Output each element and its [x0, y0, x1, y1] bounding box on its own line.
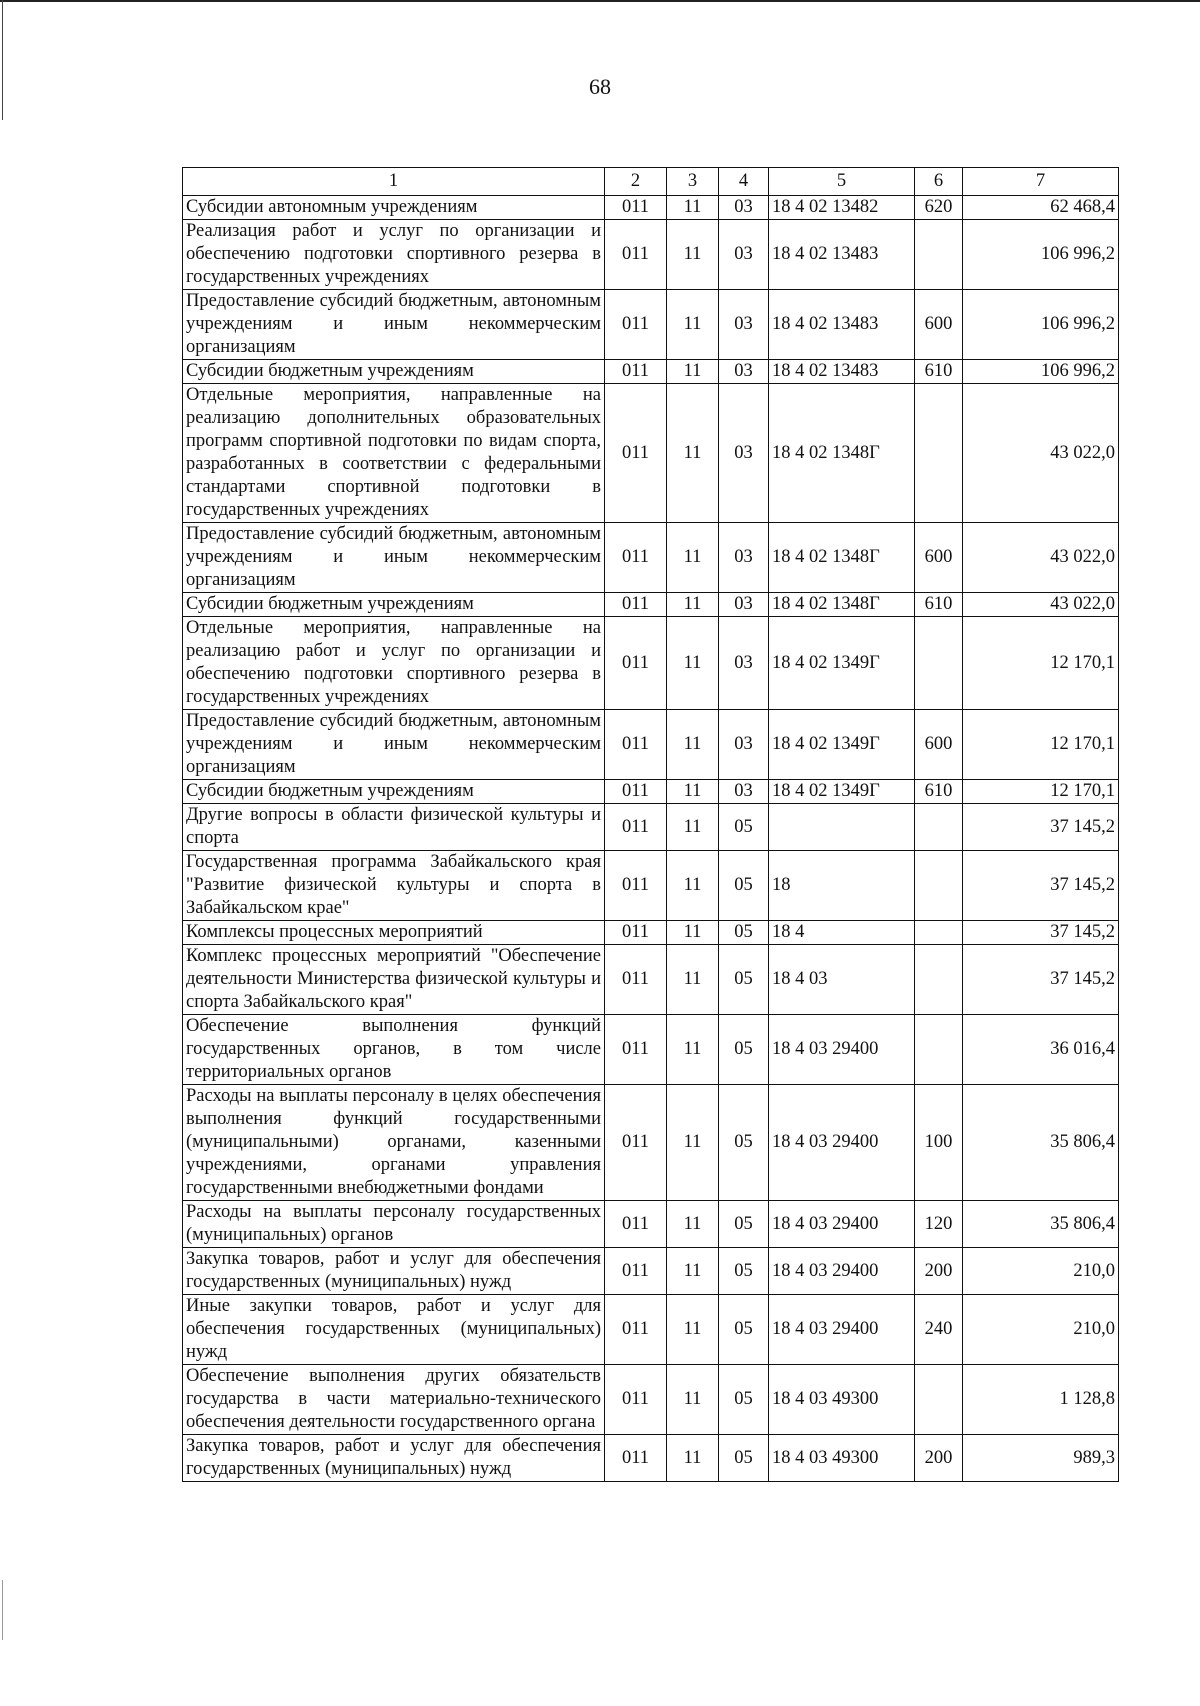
row-expense-type-cell: [915, 617, 963, 710]
row-admin-code-cell: 011: [605, 710, 667, 780]
row-expense-type-cell: 600: [915, 523, 963, 593]
scan-left-edge: [2, 0, 3, 120]
row-name-cell: Субсидии бюджетным учреждениям: [183, 780, 605, 804]
row-subsection-cell: 03: [719, 780, 769, 804]
header-cell-3: 3: [667, 168, 719, 196]
row-section-cell: 11: [667, 1435, 719, 1482]
row-name-cell: Другие вопросы в области физической культуры и спорта: [183, 804, 605, 851]
row-admin-code-cell: 011: [605, 384, 667, 523]
row-amount-cell: 210,0: [963, 1248, 1119, 1295]
table-row: [183, 921, 1119, 945]
row-expense-type-cell: 620: [915, 196, 963, 220]
row-subsection-cell: 03: [719, 593, 769, 617]
table-row: [183, 384, 1119, 523]
row-subsection-cell: 05: [719, 1295, 769, 1365]
row-target-item-cell: 18 4 02 1349Г: [769, 710, 915, 780]
row-name-cell: Обеспечение выполнения функций государственных органов, в том числе территориальных органов: [183, 1015, 605, 1085]
row-section-cell: 11: [667, 523, 719, 593]
row-subsection-cell: 03: [719, 523, 769, 593]
header-cell-2: 2: [605, 168, 667, 196]
row-amount-cell: 43 022,0: [963, 384, 1119, 523]
row-section-cell: 11: [667, 851, 719, 921]
row-admin-code-cell: 011: [605, 593, 667, 617]
row-name-cell: Закупка товаров, работ и услуг для обеспечения государственных (муниципальных) нужд: [183, 1435, 605, 1482]
row-section-cell: 11: [667, 290, 719, 360]
row-expense-type-cell: 240: [915, 1295, 963, 1365]
row-target-item-cell: 18 4 02 1348Г: [769, 593, 915, 617]
row-expense-type-cell: [915, 804, 963, 851]
row-expense-type-cell: [915, 220, 963, 290]
budget-table: [182, 167, 1119, 1482]
table-row: [183, 1085, 1119, 1201]
row-section-cell: 11: [667, 384, 719, 523]
row-subsection-cell: 05: [719, 851, 769, 921]
row-name-cell: Отдельные мероприятия, направленные на реализацию дополнительных образовательных программ спортивной подготовки по видам спорта, разработанных в соответствии с федеральными стандартами спортивной подготовки в государственных учреждениях: [183, 384, 605, 523]
row-expense-type-cell: [915, 1365, 963, 1435]
row-target-item-cell: 18 4 02 13483: [769, 360, 915, 384]
row-amount-cell: 43 022,0: [963, 523, 1119, 593]
table-row: [183, 851, 1119, 921]
row-expense-type-cell: 610: [915, 780, 963, 804]
row-name-cell: Субсидии бюджетным учреждениям: [183, 593, 605, 617]
row-name-cell: Комплексы процессных мероприятий: [183, 921, 605, 945]
row-subsection-cell: 05: [719, 1085, 769, 1201]
row-amount-cell: 1 128,8: [963, 1365, 1119, 1435]
row-section-cell: 11: [667, 220, 719, 290]
table-row: [183, 1435, 1119, 1482]
row-admin-code-cell: 011: [605, 1248, 667, 1295]
row-target-item-cell: 18 4 02 13482: [769, 196, 915, 220]
row-expense-type-cell: [915, 1015, 963, 1085]
row-amount-cell: 12 170,1: [963, 780, 1119, 804]
row-admin-code-cell: 011: [605, 220, 667, 290]
table-row: [183, 617, 1119, 710]
row-name-cell: Предоставление субсидий бюджетным, автономным учреждениям и иным некоммерческим организациям: [183, 290, 605, 360]
row-amount-cell: 62 468,4: [963, 196, 1119, 220]
row-target-item-cell: 18 4: [769, 921, 915, 945]
row-section-cell: 11: [667, 1015, 719, 1085]
table-row: [183, 1365, 1119, 1435]
scan-left-edge-lower: [2, 1580, 3, 1640]
row-section-cell: 11: [667, 617, 719, 710]
row-subsection-cell: 05: [719, 921, 769, 945]
row-name-cell: Комплекс процессных мероприятий "Обеспечение деятельности Министерства физической культуры и спорта Забайкальского края": [183, 945, 605, 1015]
row-subsection-cell: 05: [719, 1435, 769, 1482]
row-subsection-cell: 03: [719, 360, 769, 384]
row-target-item-cell: 18 4 03 49300: [769, 1365, 915, 1435]
row-target-item-cell: 18 4 02 1348Г: [769, 523, 915, 593]
row-amount-cell: 35 806,4: [963, 1201, 1119, 1248]
table-row: [183, 1295, 1119, 1365]
header-cell-7: 7: [963, 168, 1119, 196]
row-name-cell: Иные закупки товаров, работ и услуг для обеспечения государственных (муниципальных) нужд: [183, 1295, 605, 1365]
row-amount-cell: 106 996,2: [963, 360, 1119, 384]
row-amount-cell: 12 170,1: [963, 617, 1119, 710]
row-target-item-cell: 18 4 03 29400: [769, 1201, 915, 1248]
row-admin-code-cell: 011: [605, 196, 667, 220]
row-subsection-cell: 05: [719, 1201, 769, 1248]
row-admin-code-cell: 011: [605, 290, 667, 360]
row-admin-code-cell: 011: [605, 523, 667, 593]
table-row: [183, 780, 1119, 804]
page-number: 68: [589, 74, 611, 99]
row-section-cell: 11: [667, 593, 719, 617]
scan-top-border: [0, 0, 1200, 2]
row-name-cell: Расходы на выплаты персоналу государственных (муниципальных) органов: [183, 1201, 605, 1248]
row-name-cell: Расходы на выплаты персоналу в целях обеспечения выполнения функций государственными (муниципальными) органами, казенными учреждениями, органами управления государственными внебюджетными фондами: [183, 1085, 605, 1201]
row-section-cell: 11: [667, 921, 719, 945]
table-row: [183, 220, 1119, 290]
row-target-item-cell: 18 4 02 13483: [769, 220, 915, 290]
table-row: [183, 523, 1119, 593]
row-subsection-cell: 03: [719, 220, 769, 290]
row-section-cell: 11: [667, 360, 719, 384]
table-row: [183, 710, 1119, 780]
row-admin-code-cell: 011: [605, 921, 667, 945]
row-subsection-cell: 05: [719, 945, 769, 1015]
row-section-cell: 11: [667, 1201, 719, 1248]
row-subsection-cell: 05: [719, 1015, 769, 1085]
table-row: [183, 804, 1119, 851]
row-subsection-cell: 03: [719, 196, 769, 220]
row-target-item-cell: 18 4 02 1349Г: [769, 617, 915, 710]
row-section-cell: 11: [667, 1365, 719, 1435]
row-expense-type-cell: [915, 384, 963, 523]
row-amount-cell: 35 806,4: [963, 1085, 1119, 1201]
row-name-cell: Субсидии бюджетным учреждениям: [183, 360, 605, 384]
header-cell-1: 1: [183, 168, 605, 196]
row-target-item-cell: 18 4 03 29400: [769, 1295, 915, 1365]
row-subsection-cell: 03: [719, 384, 769, 523]
table-row: [183, 1015, 1119, 1085]
row-section-cell: 11: [667, 1295, 719, 1365]
row-expense-type-cell: [915, 945, 963, 1015]
row-section-cell: 11: [667, 945, 719, 1015]
row-target-item-cell: 18 4 03 29400: [769, 1085, 915, 1201]
row-admin-code-cell: 011: [605, 617, 667, 710]
table-row: [183, 196, 1119, 220]
row-name-cell: Предоставление субсидий бюджетным, автономным учреждениям и иным некоммерческим организациям: [183, 523, 605, 593]
row-amount-cell: 37 145,2: [963, 851, 1119, 921]
row-name-cell: Закупка товаров, работ и услуг для обеспечения государственных (муниципальных) нужд: [183, 1248, 605, 1295]
row-name-cell: Предоставление субсидий бюджетным, автономным учреждениям и иным некоммерческим организациям: [183, 710, 605, 780]
row-expense-type-cell: 200: [915, 1435, 963, 1482]
row-section-cell: 11: [667, 1248, 719, 1295]
row-admin-code-cell: 011: [605, 1015, 667, 1085]
row-target-item-cell: 18 4 02 13483: [769, 290, 915, 360]
row-target-item-cell: 18 4 03 29400: [769, 1248, 915, 1295]
row-subsection-cell: 03: [719, 290, 769, 360]
row-name-cell: Реализация работ и услуг по организации и обеспечению подготовки спортивного резерва в государственных учреждениях: [183, 220, 605, 290]
table-row: [183, 1201, 1119, 1248]
row-subsection-cell: 05: [719, 804, 769, 851]
header-cell-4: 4: [719, 168, 769, 196]
row-section-cell: 11: [667, 804, 719, 851]
row-target-item-cell: 18: [769, 851, 915, 921]
row-amount-cell: 36 016,4: [963, 1015, 1119, 1085]
row-section-cell: 11: [667, 710, 719, 780]
row-amount-cell: 210,0: [963, 1295, 1119, 1365]
row-section-cell: 11: [667, 780, 719, 804]
row-expense-type-cell: [915, 921, 963, 945]
row-admin-code-cell: 011: [605, 360, 667, 384]
row-subsection-cell: 03: [719, 617, 769, 710]
row-amount-cell: 989,3: [963, 1435, 1119, 1482]
row-admin-code-cell: 011: [605, 851, 667, 921]
row-expense-type-cell: 600: [915, 710, 963, 780]
row-target-item-cell: [769, 804, 915, 851]
row-section-cell: 11: [667, 1085, 719, 1201]
header-cell-5: 5: [769, 168, 915, 196]
row-expense-type-cell: 610: [915, 593, 963, 617]
row-amount-cell: 106 996,2: [963, 290, 1119, 360]
table-row: [183, 1248, 1119, 1295]
row-expense-type-cell: 120: [915, 1201, 963, 1248]
row-subsection-cell: 05: [719, 1365, 769, 1435]
table-row: [183, 593, 1119, 617]
row-admin-code-cell: 011: [605, 1295, 667, 1365]
row-amount-cell: 37 145,2: [963, 804, 1119, 851]
row-target-item-cell: 18 4 03 49300: [769, 1435, 915, 1482]
row-admin-code-cell: 011: [605, 1085, 667, 1201]
row-amount-cell: 37 145,2: [963, 945, 1119, 1015]
row-amount-cell: 12 170,1: [963, 710, 1119, 780]
row-admin-code-cell: 011: [605, 1365, 667, 1435]
row-admin-code-cell: 011: [605, 945, 667, 1015]
row-admin-code-cell: 011: [605, 780, 667, 804]
row-target-item-cell: 18 4 02 1348Г: [769, 384, 915, 523]
table-header-row: [183, 168, 1119, 196]
header-cell-6: 6: [915, 168, 963, 196]
row-subsection-cell: 03: [719, 710, 769, 780]
row-amount-cell: 106 996,2: [963, 220, 1119, 290]
table-row: [183, 290, 1119, 360]
table-row: [183, 945, 1119, 1015]
row-admin-code-cell: 011: [605, 1435, 667, 1482]
row-name-cell: Отдельные мероприятия, направленные на реализацию работ и услуг по организации и обеспечению подготовки спортивного резерва в государственных учреждениях: [183, 617, 605, 710]
row-name-cell: Обеспечение выполнения других обязательств государства в части материально-технического обеспечения деятельности государственного органа: [183, 1365, 605, 1435]
row-name-cell: Государственная программа Забайкальского края "Развитие физической культуры и спорта в Забайкальском крае": [183, 851, 605, 921]
row-admin-code-cell: 011: [605, 1201, 667, 1248]
row-admin-code-cell: 011: [605, 804, 667, 851]
row-name-cell: Субсидии автономным учреждениям: [183, 196, 605, 220]
row-target-item-cell: 18 4 03 29400: [769, 1015, 915, 1085]
row-expense-type-cell: [915, 851, 963, 921]
row-expense-type-cell: 610: [915, 360, 963, 384]
row-expense-type-cell: 200: [915, 1248, 963, 1295]
row-target-item-cell: 18 4 03: [769, 945, 915, 1015]
row-amount-cell: 37 145,2: [963, 921, 1119, 945]
row-subsection-cell: 05: [719, 1248, 769, 1295]
row-amount-cell: 43 022,0: [963, 593, 1119, 617]
row-section-cell: 11: [667, 196, 719, 220]
row-target-item-cell: 18 4 02 1349Г: [769, 780, 915, 804]
row-expense-type-cell: 100: [915, 1085, 963, 1201]
row-expense-type-cell: 600: [915, 290, 963, 360]
table-row: [183, 360, 1119, 384]
